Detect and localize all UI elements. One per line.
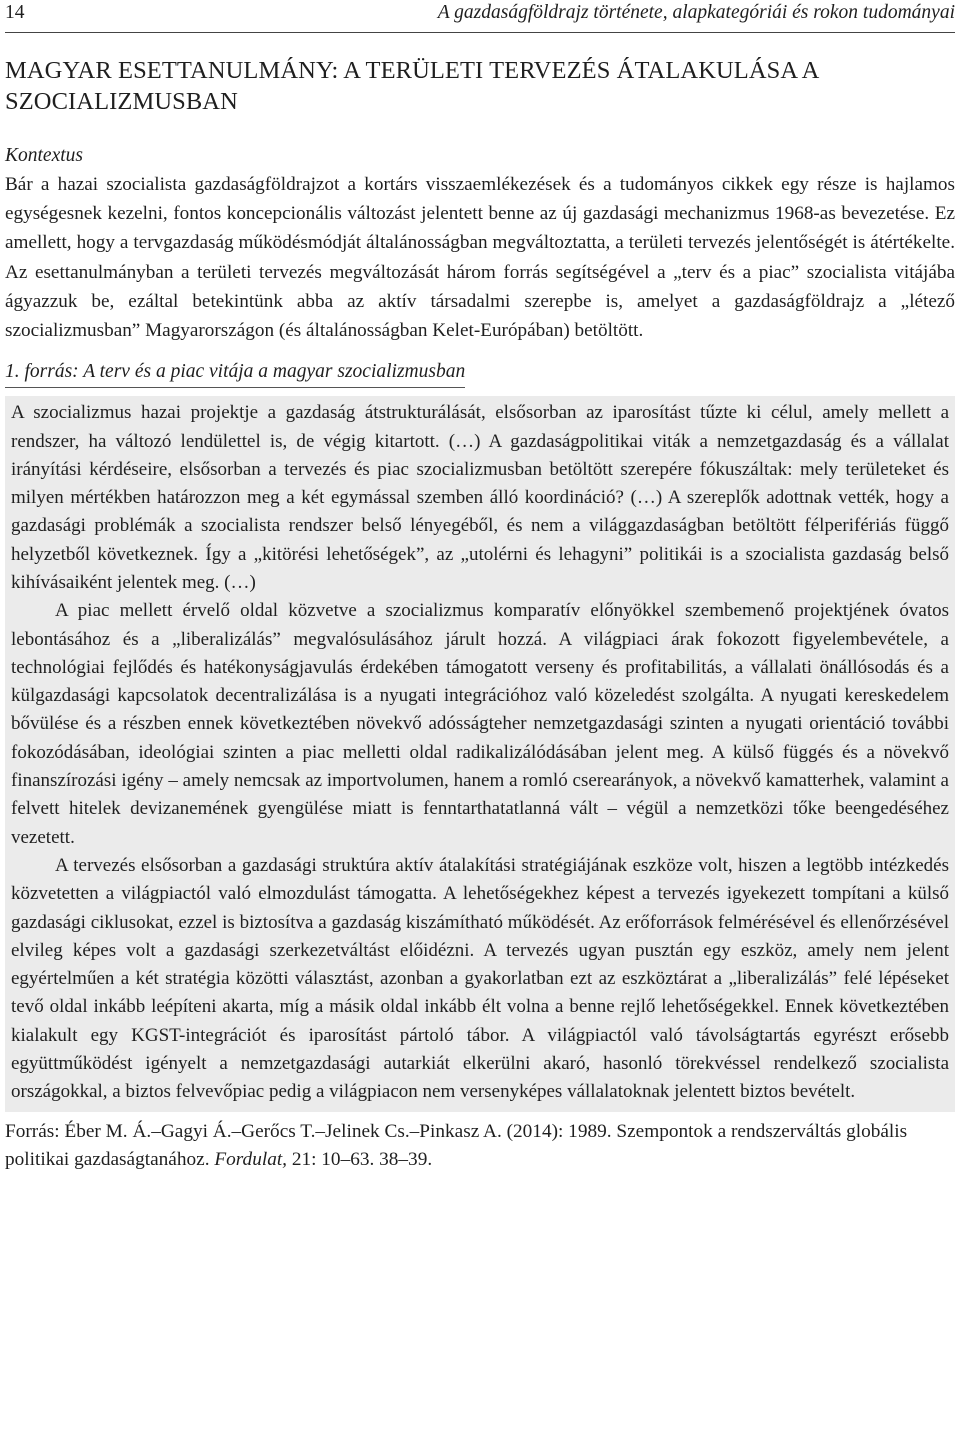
context-label: Kontextus — [5, 145, 83, 166]
running-title: A gazdaságföldrajz története, alapkategóriái és rokon tudományai — [437, 2, 955, 23]
citation-text: Forrás: Éber M. Á.–Gagyi Á.–Gerőcs T.–Jelinek Cs.–Pinkasz A. (2014): 1989. Szempontok a rendszerváltás globális politikai gazdaságtanához. — [5, 1120, 908, 1171]
citation-pages: 21: 10–63. 38–39. — [287, 1149, 433, 1171]
running-header — [5, 0, 955, 33]
citation-journal: Fordulat, — [214, 1149, 288, 1171]
source-quote-box — [5, 396, 955, 1111]
source-citation — [5, 1118, 955, 1175]
page-number: 14 — [5, 2, 25, 23]
source-heading: 1. forrás: A terv és a piac vitája a magyar szocializmusban — [5, 357, 465, 388]
source-paragraph-2: A piac mellett érvelő oldal közvetve a szocializmus komparatív előnyökkel szembemenő projektjének óvatos lebontásához és a „liberalizálás” megvalósulásához járult hozzá. A világpiaci árak fokozott figyelembevétele, a technológiai fejlődés és hatékonyságjavulás érdekében támogatott verseny és profitabilitás, a vállalati önállósodás és a külgazdasági kapcsolatok decentralizálása is a nyugati integrációhoz való közeledést szolgálta. A nyugati kereskedelem bővülése és a részben ennek következtében növekvő adósságteher nemzetgazdasági szinten a nyugati orientáció további fokozódásában, ideológiai szinten a piac melletti oldal radikalizálódásában jelent meg. A külső függés és a növekvő finanszírozási igény – amely nemcsak az importvolumen, hanem a romló cserearányok, a növekvő kamatterhek, valamint a felvett hitelek devizanemének gyengülése miatt is fenntarthatatlanná vált – végül a nemzetközi tőke beengedéséhez vezetett. — [11, 600, 949, 848]
intro-paragraph: Bár a hazai szocialista gazdaságföldrajzot a kortárs visszaemlékezések és a tudományos cikkek egy része is hajlamos egységesnek kezelni, fontos koncepcionális változást jelentett benne az új gazdasági mechanizmus 1968-as bevezetése. Ez amellett, hogy a tervgazdaság működésmódját általánosságban megváltoztatta, a területi tervezés jelentőségét is átértékelte. Az esettanulmányban a területi tervezés megváltozását három forrás segítségével a „terv és a piac” szocialista vitájába ágyazzuk be, ezáltal betekintünk abba az aktív társadalmi szerepbe is, amelyet a gazdaságföldrajz a „létező szocializmusban” Magyarországon (és általánosságban Kelet-Európában) betöltött. — [5, 174, 955, 342]
section-title: MAGYAR ESETTANULMÁNY: A TERÜLETI TERVEZÉS ÁTALAKULÁSA A SZOCIALIZMUSBAN — [5, 57, 819, 115]
source-paragraph-1: A szocializmus hazai projektje a gazdaság átstrukturálását, elsősorban az iparosítást tűzte ki célul, amely mellett a rendszer, ha változó lendülettel is, de végig kitartott. (…) A gazdaságpolitikai viták a nemzetgazdaság és a vállalat irányítási kérdéseire, elsősorban a tervezés és piac szocializmusban betöltött szerepére fókuszáltak: mely területeket és milyen mértékben határozzon meg a két egymással szemben álló koordináció? (…) A szereplők adottnak vették, hogy a gazdasági problémák a szocialista rendszer belső lényegéből, és nem a világgazdaságban betöltött félperifériás függő helyzetből következnek. Így a „kitörési lehetőségek”, az „utolérni és lehagyni” politikái is a szocialista gazdaság belső kihívásaiként jelentek meg. (…) — [11, 402, 949, 593]
source-paragraph-3: A tervezés elsősorban a gazdasági struktúra aktív átalakítási stratégiájának eszköze volt, hiszen a legtöbb intézkedés közvetetten a világpiactól való elmozdulást támogatta. A lehetőségekhez képest a tervezés igyekezett tompítani a külső gazdasági ciklusokat, ezzel is biztosítva a gazdaság kiszámítható működését. Az erőforrások felmérésével és ellenőrzésével elvileg képes volt a gazdasági szerkezetváltást előidézni. A tervezés ugyan pusztán egy eszköz, amely nem jelent egyértelműen a két stratégia közötti választást, azonban a gyakorlatban ezt az eszköztárat a „liberalizálás” felé lépéseket tevő oldal inkább leépíteni akarta, míg a másik oldal inkább élt volna a benne rejlő lehetőségekkel. Ennek következtében kialakult egy KGST-integrációt és iparosítást pártoló tábor. A világpiactól való távolságtartás egyrészt erősebb együttműködést igényelt a nemzetgazdasági autarkiát elkerülni akaró, hasonló törekvéssel rendelkező szocialista országokkal, a biztos felvevőpiac pedig a világpiacon nem versenyképes vállalatoknak jelentett biztos bevételt. — [11, 854, 949, 1103]
